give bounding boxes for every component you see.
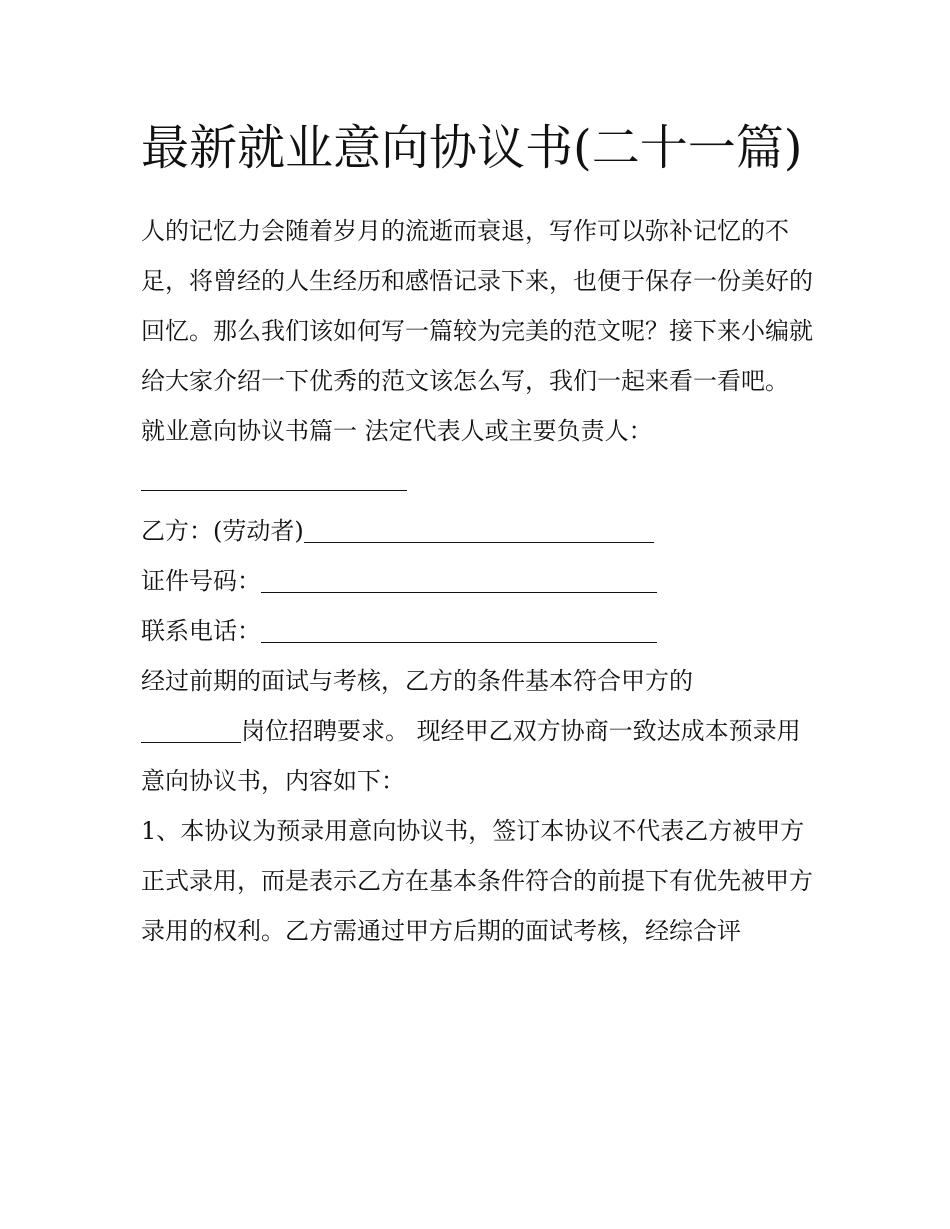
position-blank: [141, 714, 241, 743]
phone-blank: [261, 614, 657, 643]
agreement-text-part2: 岗位招聘要求。 现经甲乙双方协商一致达成本预录用意向协议书，内容如下：: [141, 717, 801, 795]
clause-1-paragraph: 1、本协议为预录用意向协议书，签订本协议不代表乙方被甲方正式录用，而是表示乙方在基本条件符合的前提下有优先被甲方录用的权利。乙方需通过甲方后期的面试考核，经综合评: [141, 817, 813, 945]
section-heading-text: 就业意向协议书篇一 法定代表人或主要负责人：: [141, 417, 653, 445]
party-b-row: [141, 506, 816, 556]
id-number-blank: [261, 564, 657, 593]
blank-underline: [141, 462, 407, 491]
intro-paragraph: 人的记忆力会随着岁月的流逝而衰退，写作可以弥补记忆的不足，将曾经的人生经历和感悟记录下来，也便于保存一份美好的回忆。那么我们该如何写一篇较为完美的范文呢？接下来小编就给大家介绍一下优秀的范文该怎么写，我们一起来看一看吧。: [141, 217, 813, 395]
section-heading: [141, 406, 816, 456]
document-title: 最新就业意向协议书(二十一篇): [141, 120, 803, 176]
id-number-row: [141, 556, 816, 606]
representative-blank-line: [141, 456, 816, 506]
agreement-paragraph: [141, 656, 816, 806]
party-b-label: 乙方：(劳动者): [141, 517, 304, 545]
id-number-label: 证件号码：: [141, 567, 261, 595]
phone-label: 联系电话：: [141, 617, 261, 645]
party-b-blank: [304, 514, 654, 543]
document-content: [141, 110, 816, 956]
phone-row: [141, 606, 816, 656]
agreement-text-part1: 经过前期的面试与考核，乙方的条件基本符合甲方的: [141, 667, 693, 695]
